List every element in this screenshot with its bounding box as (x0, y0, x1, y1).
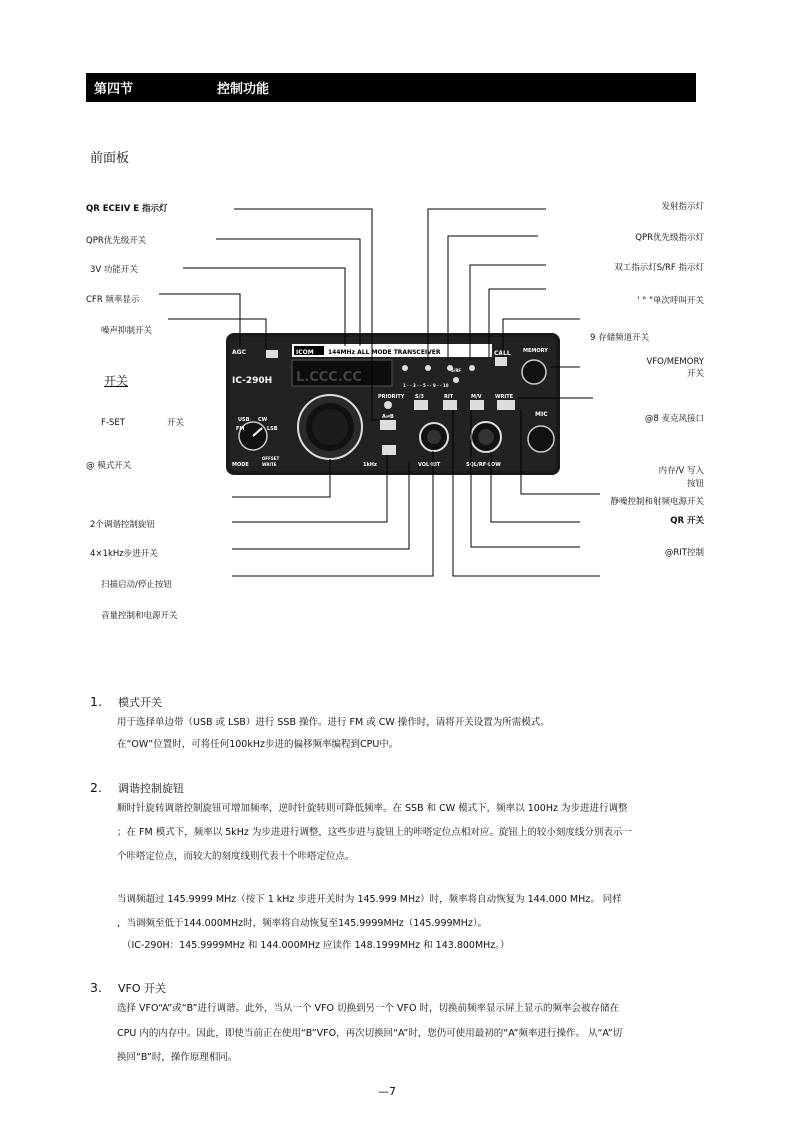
section-2-title: 调谐控制旋钮 (118, 782, 184, 795)
label-switch-heading: 开关 (104, 374, 129, 388)
label-vfo-memory-switch: 开关 (686, 369, 704, 379)
section-3-title: VFO 开关 (118, 982, 167, 995)
label-tuning-knob: 2个调谐控制旋钮 (90, 520, 155, 530)
label-memory-write-button: 按钮 (686, 479, 704, 489)
radio-offset-label: OFFSET (262, 456, 280, 461)
section-number: 第四节 (94, 82, 134, 97)
label-cfr-frequency-display: CFR 频率显示 (86, 295, 140, 305)
radio-ab-label: A⇌B (382, 414, 394, 420)
label-rit-control: @RIT控制 (664, 548, 704, 558)
label-priority-indicator: QPR优先级指示灯 (635, 233, 704, 243)
radio-usb-label: USB (238, 417, 250, 423)
label-call-switch: ' ° "单次呼叫开关 (637, 296, 704, 306)
section-1-line-1: 用于选择单边带（USB 或 LSB）进行 SSB 操作。进行 FM 或 CW 操作时，请将开关设置为所需模式。 (117, 717, 550, 728)
label-volume-power: 音量控制和电源开关 (101, 611, 178, 621)
section-3-number: 3. (90, 980, 102, 995)
label-3v-function-switch: 3V 功能开关 (90, 265, 138, 275)
radio-rit-label: RIT (444, 394, 454, 400)
section-2-line-5: ，当调频至低于144.000MHz时，频率将自动恢复至145.9999MHz（145.999MHz）。 (117, 918, 488, 929)
label-noise-blanker-switch: 噪声抑制开关 (101, 326, 153, 336)
label-memory-write: 内存/V 写入 (658, 466, 704, 476)
radio-display: L.CCC.CC (296, 370, 362, 385)
label-vfo-memory: VFO/MEMORY (646, 357, 704, 367)
label-duplex-srf-indicator: 双工指示灯S/RF 指示灯 (614, 263, 704, 273)
section-1-number: 1. (90, 694, 102, 709)
section-3-line-2: CPU 内的内存中。因此，即使当前正在使用“B”VFO，再次切换回“A”时，您仍可使用最初的“A”频率进行操作。 从“A”切 (117, 1028, 623, 1039)
section-2-line-1: 顺时针旋转调谐控制旋钮可增加频率，逆时针旋转则可降低频率。在 SSB 和 CW 模式下，频率以 100Hz 为步进进行调整 (117, 803, 628, 814)
radio-band: 144MHz ALL MODE TRANSCEIVER (328, 349, 441, 356)
radio-srf-label: S/RF (451, 368, 462, 373)
label-receive-indicator: QR ECEIV E 指示灯 (86, 204, 168, 214)
radio-s3-label: S/3 (415, 394, 424, 400)
section-2-heading (90, 780, 184, 796)
page-subtitle: 前面板 (90, 151, 130, 166)
radio-sql-label: SQL/RF·LOW (466, 462, 501, 468)
label-memory-channel-switch: 9 存储频道开关 (590, 333, 650, 343)
label-1khz-step-switch: 4×1kHz步进开关 (90, 549, 158, 559)
radio-lsb-label: LSB (267, 426, 278, 432)
section-2-line-6: （IC-290H：145.9999MHz 和 144.000MHz 应读作 148.1999MHz 和 143.800MHz。） (122, 940, 510, 951)
section-3-heading (90, 980, 166, 996)
section-1-line-2: 在“OW”位置时，可将任何100kHz步进的偏移频率编程到CPU中。 (117, 739, 399, 750)
radio-vol-label: VOL·RIT (418, 462, 441, 468)
label-scan-button: 扫描启动/停止按钮 (101, 580, 172, 590)
radio-agc-label: AGC (232, 349, 246, 356)
section-2-number: 2. (90, 780, 102, 795)
radio-mic-label: MIC (535, 411, 548, 418)
label-transmit-indicator: 发射指示灯 (661, 202, 704, 212)
section-3-line-3: 换回“B”时，操作原理相同。 (117, 1052, 238, 1063)
radio-fm-label: FM (236, 426, 245, 432)
radio-model: IC-290H (232, 376, 273, 386)
label-squelch-rf-power: 静噪控制和射频电源开关 (610, 497, 704, 507)
section-1-title: 模式开关 (118, 696, 162, 709)
radio-meter-scale: 1 · · 3 · · 5 · · 9 · · 10 (403, 383, 449, 388)
section-1-heading (90, 694, 162, 710)
radio-write-small-label: WRITE (262, 462, 277, 467)
label-qr-switch: QR 开关 (670, 516, 704, 526)
section-2-line-4: 当调频超过 145.9999 MHz（按下 1 kHz 步进开关时为 145.999 MHz）时，频率将自动恢复为 144.000 MHz。 同样 (117, 894, 622, 905)
radio-1khz-label: 1kHz (363, 462, 377, 468)
radio-mv-label: M/V (471, 394, 482, 400)
radio-cw-label: CW (258, 417, 268, 423)
page-number: —7 (378, 1085, 396, 1098)
label-mode-switch: @ 模式开关 (86, 461, 132, 471)
label-f-set: F-SET (101, 418, 125, 428)
label-f-set-switch: 开关 (167, 418, 185, 428)
radio-brand: ICOM (296, 349, 314, 356)
radio-memory-label: MEMORY (523, 348, 548, 354)
radio-priority-label: PRIORITY (378, 394, 405, 400)
radio-mode-label: MODE (232, 462, 249, 468)
label-priority-switch: QPR优先级开关 (86, 236, 147, 246)
section-2-line-3: 个咔嗒定位点，而较大的刻度线则代表十个咔嗒定位点。 (117, 851, 355, 862)
section-3-line-1: 选择 VFO“A”或“B”进行调谐。此外，当从一个 VFO 切换到另一个 VFO 时，切换前频率显示屏上显示的频率会被存储在 (117, 1003, 619, 1014)
radio-call-label: CALL (494, 350, 511, 357)
section-2-line-2: ；在 FM 模式下，频率以 5kHz 为步进进行调整，这些步进与旋钮上的咔嗒定位点相对应。旋钮上的较小刻度线分别表示一 (117, 827, 632, 838)
label-mic-connector: @8 麦克风接口 (644, 414, 704, 424)
section-title: 控制功能 (217, 82, 270, 97)
radio-write-label: WRITE (495, 394, 514, 400)
